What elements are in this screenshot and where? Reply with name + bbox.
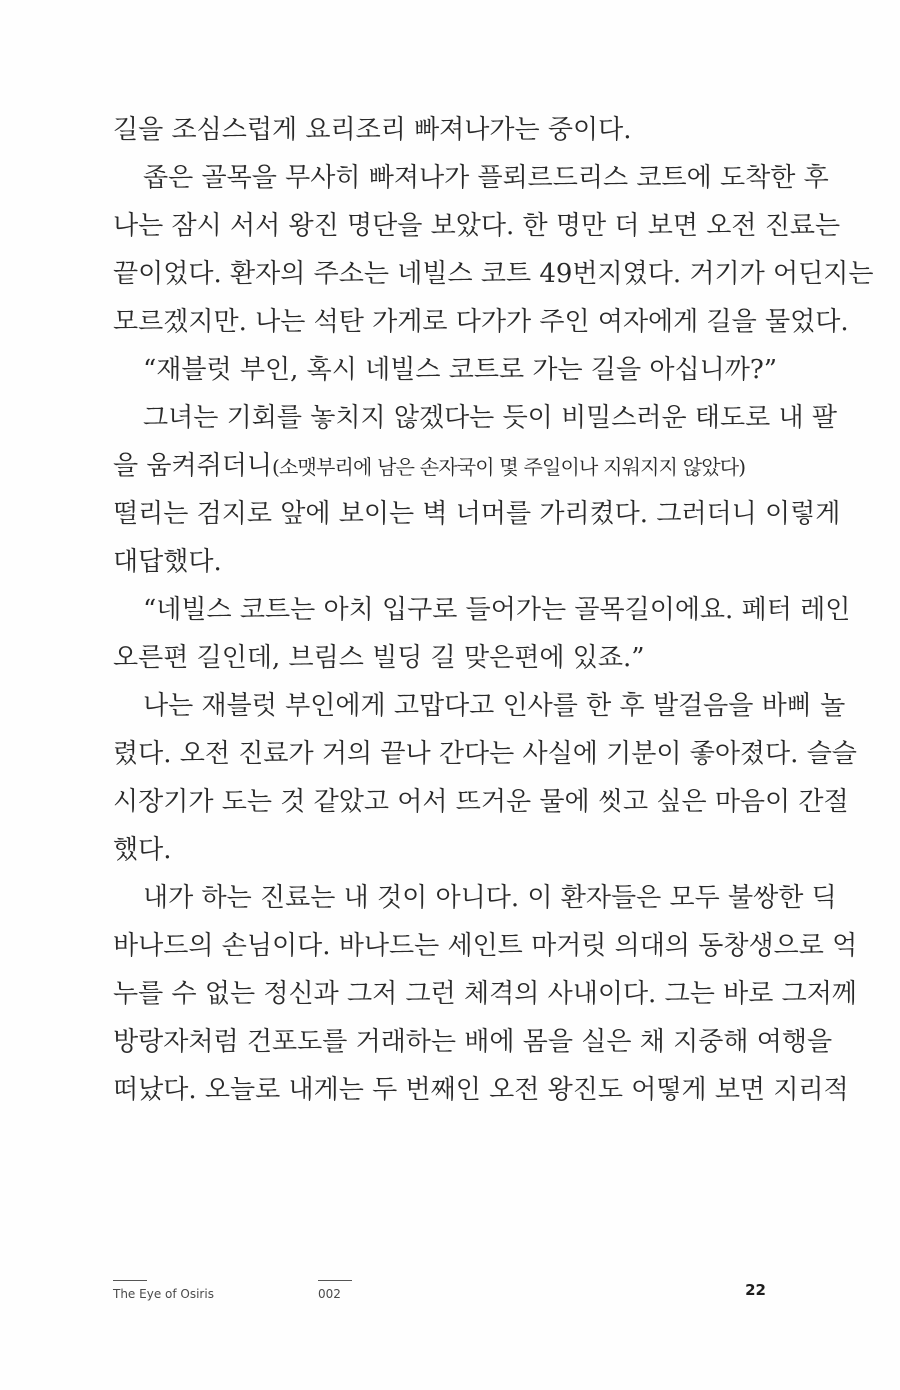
text-line: 내가 하는 진료는 내 것이 아니다. 이 환자들은 모두 불쌍한 딕 bbox=[143, 883, 837, 913]
footer-book-title: The Eye of Osiris bbox=[113, 1287, 214, 1301]
text-line-aside: (소맷부리에 남은 손자국이 몇 주일이나 지워지지 않았다) bbox=[271, 455, 746, 479]
text-line: 대답했다. bbox=[113, 547, 222, 577]
footer-rule-left bbox=[113, 1280, 147, 1281]
text-line-main: 을 움켜쥐더니 bbox=[113, 451, 272, 481]
text-line: “재블럿 부인, 혹시 네빌스 코트로 가는 길을 아십니까?” bbox=[143, 355, 778, 385]
text-line: 길을 조심스럽게 요리조리 빠져나가는 중이다. bbox=[113, 115, 632, 145]
page-number: 22 bbox=[745, 1281, 766, 1299]
text-line: 했다. bbox=[113, 835, 172, 865]
text-line: 모르겠지만. 나는 석탄 가게로 다가가 주인 여자에게 길을 물었다. bbox=[113, 307, 849, 337]
text-line: 그녀는 기회를 놓치지 않겠다는 듯이 비밀스러운 태도로 내 팔 bbox=[143, 403, 838, 433]
text-line: 바나드의 손님이다. 바나드는 세인트 마거릿 의대의 동창생으로 억 bbox=[113, 931, 858, 961]
text-line: 떠났다. 오늘로 내게는 두 번째인 오전 왕진도 어떻게 보면 지리적 bbox=[113, 1075, 849, 1105]
text-line: 렸다. 오전 진료가 거의 끝나 간다는 사실에 기분이 좋아졌다. 슬슬 bbox=[113, 739, 857, 769]
text-line: 시장기가 도는 것 같았고 어서 뜨거운 물에 씻고 싶은 마음이 간절 bbox=[113, 787, 849, 817]
text-line: 누를 수 없는 정신과 그저 그런 체격의 사내이다. 그는 바로 그저께 bbox=[113, 979, 857, 1009]
text-line: 나는 잠시 서서 왕진 명단을 보았다. 한 명만 더 보면 오전 진료는 bbox=[113, 211, 841, 241]
text-line: 좁은 골목을 무사히 빠져나가 플뢰르드리스 코트에 도착한 후 bbox=[143, 163, 829, 193]
footer-rule-center bbox=[318, 1280, 352, 1281]
text-line: “네빌스 코트는 아치 입구로 들어가는 골목길이에요. 페터 레인 bbox=[143, 595, 851, 625]
text-line: 방랑자처럼 건포도를 거래하는 배에 몸을 실은 채 지중해 여행을 bbox=[113, 1027, 833, 1057]
footer-chapter: 002 bbox=[318, 1287, 341, 1301]
text-line: 끝이었다. 환자의 주소는 네빌스 코트 49번지였다. 거기가 어딘지는 bbox=[113, 259, 874, 289]
text-line: 떨리는 검지로 앞에 보이는 벽 너머를 가리켰다. 그러더니 이렇게 bbox=[113, 499, 841, 529]
text-line: 나는 재블럿 부인에게 고맙다고 인사를 한 후 발걸음을 바삐 놀 bbox=[143, 691, 846, 721]
text-line bbox=[113, 442, 768, 490]
text-line: 오른편 길인데, 브림스 빌딩 길 맞은편에 있죠.” bbox=[113, 643, 645, 673]
